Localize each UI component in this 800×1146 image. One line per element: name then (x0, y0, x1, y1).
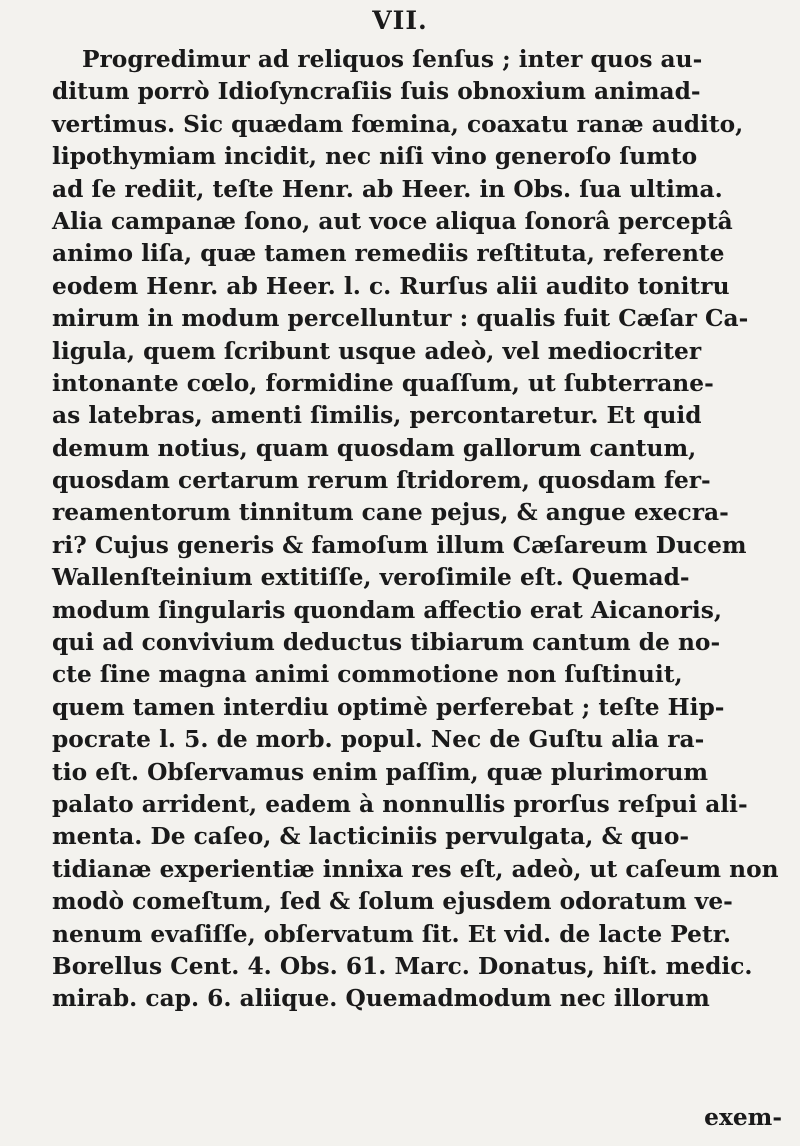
text-line: vertimus. Sic quædam fœmina, coaxatu ranæ audito, (52, 110, 744, 138)
page-number: VII. (372, 6, 428, 35)
text-line: mirum in modum percelluntur : qualis fuit Cæſar Ca- (52, 305, 749, 333)
body-text (52, 44, 792, 1016)
text-line: pocrate l. 5. de morb. popul. Nec de Guſtu alia ra- (52, 726, 705, 754)
text-line: eodem Henr. ab Heer. l. c. Rurſus alii audito tonitru (52, 272, 730, 300)
text-line: menta. De caſeo, & lacticiniis pervulgata, & quo- (52, 823, 690, 851)
text-line: intonante cœlo, formidine quaſſum, ut ſubterrane- (52, 369, 714, 397)
text-line: quosdam certarum rerum ſtridorem, quosdam fer- (52, 467, 711, 495)
text-line: ri? Cujus generis & famoſum illum Cæſareum Ducem (52, 531, 747, 559)
text-line: cte ſine magna animi commotione non ſuſtinuit, (52, 661, 683, 689)
text-line: mirab. cap. 6. aliique. Quemadmodum nec illorum (52, 985, 710, 1013)
text-line: tio eſt. Obſervamus enim paſſim, quæ plurimorum (52, 758, 709, 786)
text-line: tidianæ experientiæ innixa res eſt, adeò, ut caſeum non (52, 855, 779, 883)
text-line: as latebras, amenti ſimilis, percontaretur. Et quid (52, 402, 702, 430)
text-line: Wallenſteinium extitiſſe, veroſimile eſt. Quemad- (52, 564, 690, 592)
text-line: modò comeſtum, ſed & ſolum ejusdem odoratum ve- (52, 888, 733, 916)
text-line: modum ſingularis quondam affectio erat Aicanoris, (52, 596, 722, 624)
text-line: quem tamen interdiu optimè perferebat ; teſte Hip- (52, 693, 725, 721)
text-line: reamentorum tinnitum cane pejus, & angue execra- (52, 499, 729, 527)
text-line: Borellus Cent. 4. Obs. 61. Marc. Donatus, hiſt. medic. (52, 952, 753, 980)
text-line: ad ſe rediit, teſte Henr. ab Heer. in Obs. ſua ultima. (52, 175, 723, 203)
text-line: lipothymiam incidit, nec niſi vino generoſo ſumto (52, 143, 698, 171)
text-line: animo liſa, quæ tamen remediis reſtituta, referente (52, 240, 725, 268)
text-line: nenum evaſiſſe, obſervatum ſit. Et vid. de lacte Petr. (52, 920, 731, 948)
catchword: exem- (704, 1104, 782, 1131)
text-line: ditum porrò Idioſyncraſiis ſuis obnoxium animad- (52, 78, 701, 106)
text-line: qui ad convivium deductus tibiarum cantum de no- (52, 629, 721, 657)
text-line: Progredimur ad reliquos ſenſus ; inter quos au- (82, 46, 703, 73)
text-line: palato arrident, eadem à nonnullis prorſus reſpui ali- (52, 790, 748, 818)
text-line: demum notius, quam quosdam gallorum cantum, (52, 434, 697, 462)
text-line: Alia campanæ ſono, aut voce aliqua ſonorâ perceptâ (52, 207, 733, 235)
text-line: ligula, quem ſcribunt usque adeò, vel mediocriter (52, 337, 702, 365)
